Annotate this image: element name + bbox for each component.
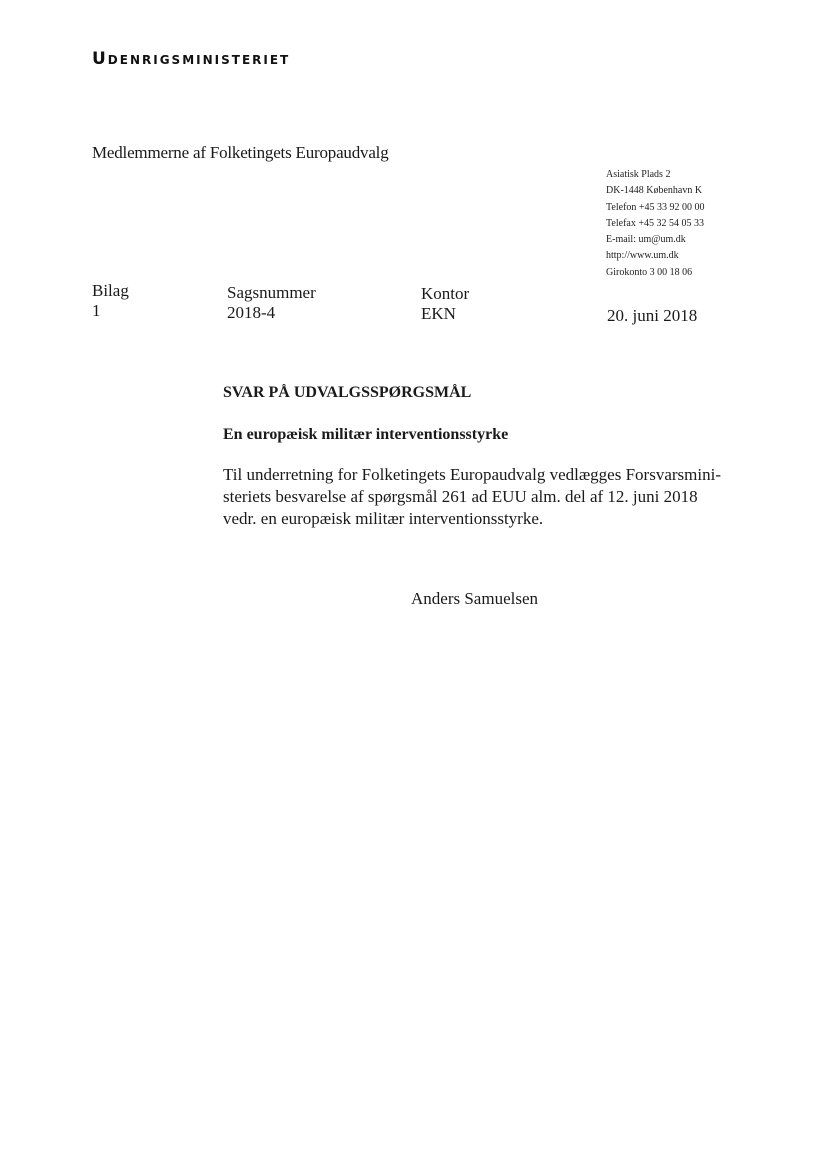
address-phone: Telefon +45 33 92 00 00 bbox=[606, 201, 705, 213]
ministry-letterhead bbox=[92, 49, 290, 69]
sender-address-block bbox=[606, 167, 705, 281]
bilag-value: 1 bbox=[92, 301, 101, 320]
address-city: DK-1448 København K bbox=[606, 185, 703, 197]
letter-date: 20. juni 2018 bbox=[607, 306, 698, 325]
recipient-line: Medlemmerne af Folketingets Europaudvalg bbox=[92, 143, 389, 162]
letter-subsubject: En europæisk militær interventionsstyrke bbox=[223, 426, 509, 443]
letter-subject: SVAR PÅ UDVALGSSPØRGSMÅL bbox=[223, 384, 472, 401]
body-line: vedr. en europæisk militær interventionsstyrke. bbox=[223, 509, 544, 528]
signature: Anders Samuelsen bbox=[411, 589, 539, 608]
ministry-name: Udenrigsministeriet bbox=[92, 49, 291, 69]
address-email: E-mail: um@um.dk bbox=[606, 234, 686, 246]
sagsnummer-value: 2018-4 bbox=[227, 303, 276, 322]
kontor-value: EKN bbox=[421, 304, 456, 323]
sagsnummer-label: Sagsnummer bbox=[227, 283, 316, 302]
bilag-label: Bilag bbox=[92, 281, 129, 300]
body-line: Til underretning for Folketingets Europaudvalg vedlægges Forsvarsmini- bbox=[223, 465, 721, 484]
address-website: http://www.um.dk bbox=[606, 250, 679, 262]
address-fax: Telefax +45 32 54 05 33 bbox=[606, 217, 704, 229]
body-line: steriets besvarelse af spørgsmål 261 ad EUU alm. del af 12. juni 2018 bbox=[223, 487, 698, 506]
address-street: Asiatisk Plads 2 bbox=[606, 169, 671, 180]
letter-body bbox=[223, 464, 743, 530]
kontor-label: Kontor bbox=[421, 284, 470, 303]
address-giro: Girokonto 3 00 18 06 bbox=[606, 266, 693, 278]
